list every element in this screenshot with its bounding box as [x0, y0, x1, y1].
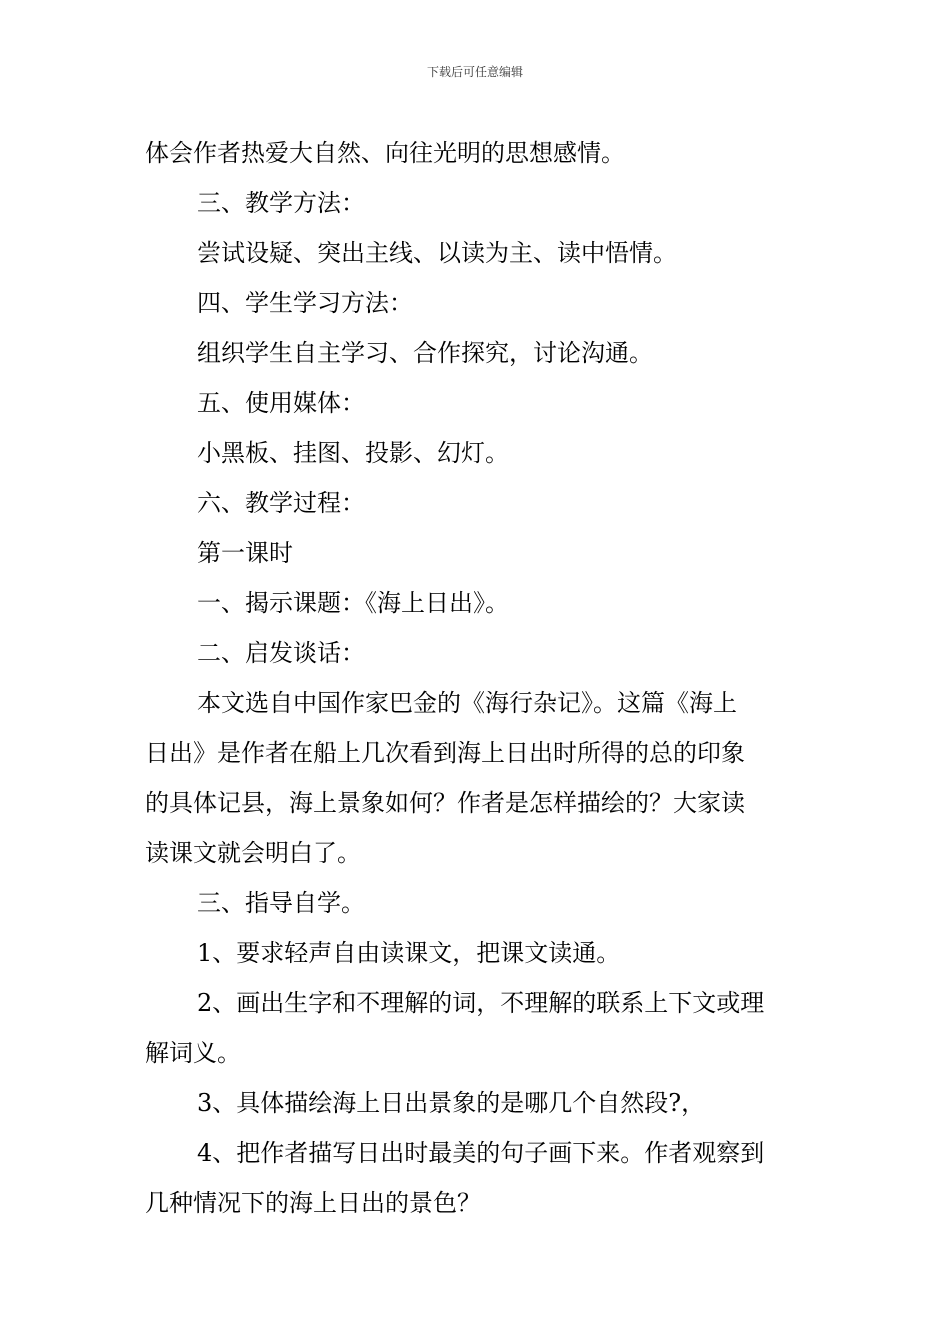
body-line: 一、揭示课题：《海上日出》。 [197, 589, 509, 617]
body-line: 三、指导自学。 [197, 889, 365, 917]
list-item: 1、要求轻声自由读课文，把课文读通。 [197, 939, 621, 967]
section-heading: 四、学生学习方法： [197, 289, 413, 317]
body-line: 小黑板、挂图、投影、幻灯。 [197, 439, 509, 467]
section-heading: 五、使用媒体： [197, 389, 365, 417]
list-item: 3、具体描绘海上日出景象的是哪几个自然段?， [197, 1089, 706, 1117]
body-line: 组织学生自主学习、合作探究，讨论沟通。 [197, 339, 653, 367]
section-heading: 三、教学方法： [197, 189, 365, 217]
list-item: 2、画出生字和不理解的词，不理解的联系上下文或理 [197, 989, 765, 1017]
list-item-continuation: 几种情况下的海上日出的景色？ [145, 1189, 481, 1217]
paragraph-line: 读课文就会明白了。 [145, 839, 361, 867]
list-item: 4、把作者描写日出时最美的句子画下来。作者观察到 [197, 1139, 765, 1167]
list-item-continuation: 解词义。 [145, 1039, 241, 1067]
body-line: 二、启发谈话： [197, 639, 365, 667]
paragraph-line: 本文选自中国作家巴金的《海行杂记》。这篇《海上 [197, 689, 737, 717]
document-body [145, 128, 810, 1228]
body-line: 体会作者热爱大自然、向往光明的思想感情。 [145, 139, 625, 167]
paragraph-line: 日出》是作者在船上几次看到海上日出时所得的总的印象 [145, 739, 745, 767]
section-heading: 六、教学过程： [197, 489, 365, 517]
body-line: 尝试设疑、突出主线、以读为主、读中悟情。 [197, 239, 677, 267]
subsection-heading: 第一课时 [197, 539, 293, 567]
paragraph-line: 的具体记县，海上景象如何？作者是怎样描绘的？大家读 [145, 789, 745, 817]
page-header: 下载后可任意编辑 [426, 65, 523, 79]
